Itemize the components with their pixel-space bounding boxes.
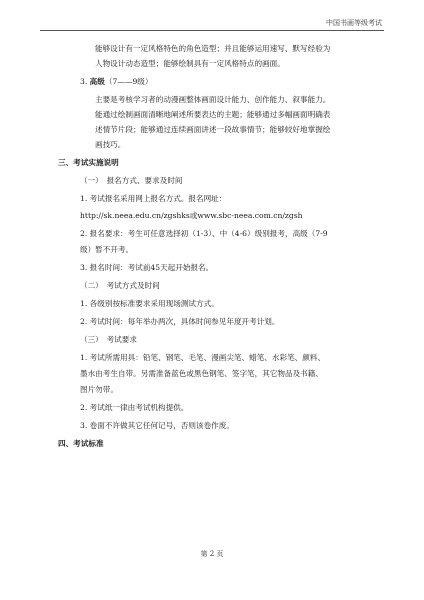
level-title: 高级 bbox=[89, 77, 105, 86]
subsection-heading: （三） 考试要求 bbox=[80, 335, 137, 344]
registration-url: http://sk.neea.edu.cn/zgshks或www.sbc-neea.com.cn/zgsh bbox=[80, 211, 303, 220]
section-heading: 三、考试实施说明 bbox=[58, 158, 119, 167]
list-item: 3. 报名时间：考试前45天起开始报名。 bbox=[80, 263, 214, 272]
page-header-title: 中国书画等级考试 bbox=[326, 19, 382, 27]
list-item: 3. 卷面不许做其它任何记号，否则该卷作废。 bbox=[80, 421, 234, 430]
list-item: 图片勿带。 bbox=[80, 385, 118, 394]
level-number: 3. bbox=[80, 77, 88, 86]
list-item: 1. 考试所需用具：铅笔、钢笔、毛笔、漫画尖笔、蜡笔、水彩笔、颜料、 bbox=[80, 353, 326, 362]
paragraph-line: 画技巧。 bbox=[95, 140, 126, 149]
list-item: 2. 考试纸一律由考试机构提供。 bbox=[80, 403, 189, 412]
subsection-heading: （二） 考试方式及时间 bbox=[80, 281, 160, 290]
list-item: 1. 考试报名采用网上报名方式。报名网址： bbox=[80, 194, 227, 203]
list-item: 2. 考试时间：每年举办两次，具体时间参见年度开考计划。 bbox=[80, 317, 280, 326]
list-item: 级）暂不开考。 bbox=[80, 245, 134, 254]
level-range: （7——9级） bbox=[104, 77, 153, 86]
header-divider bbox=[40, 30, 384, 31]
paragraph-line: 能通过绘制画面清晰地阐述所要表达的主题；能够通过多幅画面明确表 bbox=[95, 110, 331, 119]
paragraph-line: 主要是考核学习者的动漫画整体画面设计能力、创作能力、叙事能力。 bbox=[95, 95, 331, 104]
section-heading: 四、考试标准 bbox=[58, 439, 104, 448]
list-item: 1. 各级别按标准要求采用现场测试方式。 bbox=[80, 299, 219, 308]
paragraph-line: 人物设计动态造型；能够绘制具有一定风格特点的画面。 bbox=[95, 59, 285, 68]
page-number: 第 2 页 bbox=[200, 550, 224, 558]
paragraph-line: 述情节片段；能够通过连续画面讲述一段故事情节；能够较好地掌握绘 bbox=[95, 125, 331, 134]
list-item: 墨水由考生自带。另需准备蓝色或黑色钢笔、签字笔，其它物品及书籍、 bbox=[80, 369, 323, 378]
subsection-heading: （一） 报名方式、要求及时间 bbox=[80, 176, 183, 185]
level-heading bbox=[80, 77, 153, 87]
list-item: 2. 报名要求：考生可任意选择初（1-3）、中（4-6）级别报考，高级（7-9 bbox=[80, 229, 328, 238]
paragraph-line: 能够设计有一定风格特色的角色造型；并且能够运用速写、默写经验为 bbox=[95, 44, 331, 53]
